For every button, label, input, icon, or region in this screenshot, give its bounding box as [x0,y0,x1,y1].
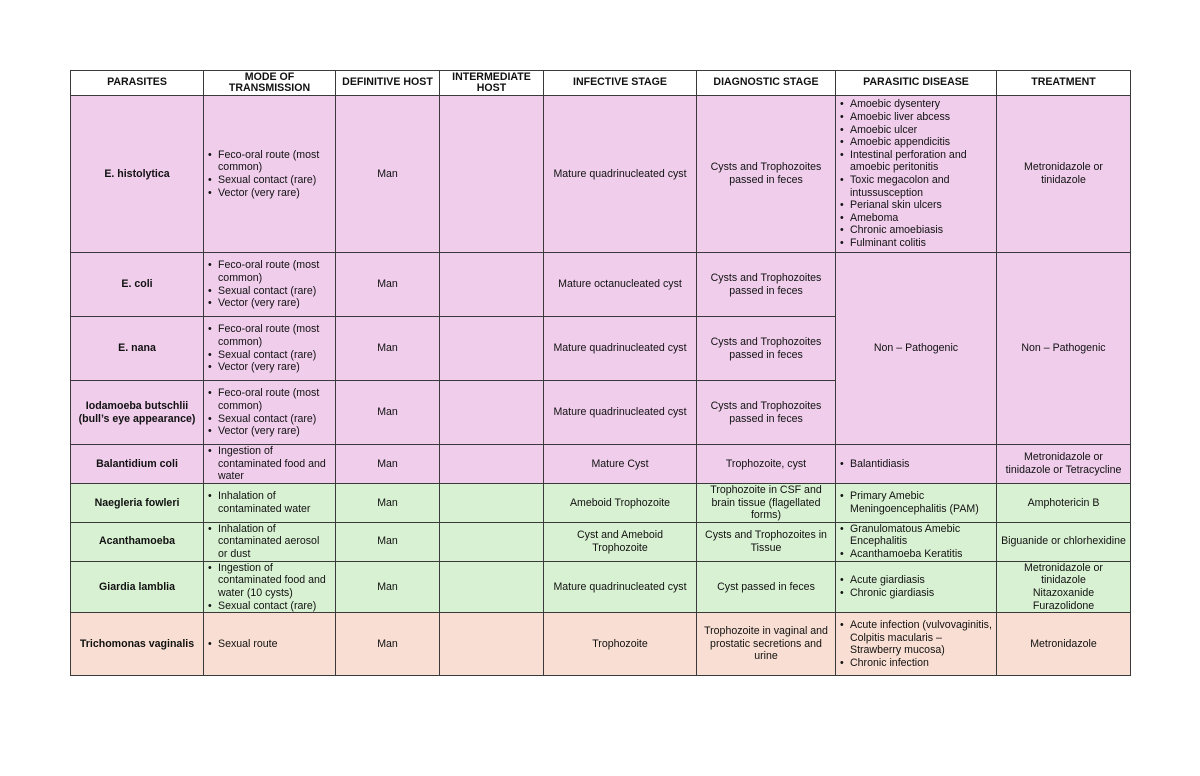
header-treatment: TREATMENT [997,71,1131,96]
disease-list [840,98,992,249]
disease-cell [836,445,997,484]
definitive-host: Man [336,613,440,676]
infective-stage: Mature Cyst [544,445,697,484]
list-item: • Sexual contact (rare) [208,285,331,298]
list-item: • Intestinal perforation and amoebic peritonitis [840,149,992,174]
list-item: • Primary Amebic Meningoencephalitis (PAM) [840,490,992,515]
parasite-name: Naegleria fowleri [71,484,204,523]
list-item: • Chronic amoebiasis [840,224,992,237]
list-item: • Acute giardiasis [840,574,992,587]
list-item: • Acute infection (vulvovaginitis, Colpitis macularis – Strawberry mucosa) [840,619,992,657]
transmission-cell [204,317,336,381]
list-item: • Sexual contact (rare) [208,174,331,187]
list-item: • Ingestion of contaminated food and water (10 cysts) [208,562,331,600]
treatment-line: Metronidazole or tinidazole [1024,561,1103,587]
table-row-balantidium-coli [71,445,1131,484]
table-row-e-histolytica [71,96,1131,253]
transmission-list [208,149,331,199]
definitive-host: Man [336,484,440,523]
intermediate-host [440,561,544,612]
diagnostic-stage: Cysts and Trophozoites in Tissue [697,522,836,561]
treatment [997,561,1131,612]
disease-cell [836,561,997,612]
table-row-naegleria-fowleri [71,484,1131,523]
list-item: • Chronic giardiasis [840,587,992,600]
intermediate-host [440,522,544,561]
transmission-cell [204,381,336,445]
transmission-cell [204,561,336,612]
treatment: Metronidazole or tinidazole [997,96,1131,253]
header-diagnostic-stage: DIAGNOSTIC STAGE [697,71,836,96]
treatment: Biguanide or chlorhexidine [997,522,1131,561]
list-item: • Feco-oral route (most common) [208,259,331,284]
list-item: • Sexual contact (rare) [208,413,331,426]
infective-stage: Mature octanucleated cyst [544,253,697,317]
definitive-host: Man [336,522,440,561]
list-item: • Inhalation of contaminated water [208,490,331,515]
transmission-cell [204,613,336,676]
disease-list [840,619,992,669]
definitive-host: Man [336,445,440,484]
list-item: • Chronic infection [840,657,992,670]
disease-cell [836,613,997,676]
diagnostic-stage: Cysts and Trophozoites passed in feces [697,253,836,317]
header-parasitic-disease: PARASITIC DISEASE [836,71,997,96]
disease-list [840,574,992,599]
disease-list [840,490,992,515]
list-item: • Vector (very rare) [208,361,331,374]
disease-list [840,458,992,471]
intermediate-host [440,253,544,317]
list-item: • Vector (very rare) [208,187,331,200]
transmission-list [208,259,331,309]
disease-cell [836,96,997,253]
definitive-host: Man [336,317,440,381]
diagnostic-stage: Cysts and Trophozoites passed in feces [697,317,836,381]
list-item: • Feco-oral route (most common) [208,387,331,412]
definitive-host: Man [336,381,440,445]
transmission-cell [204,253,336,317]
parasite-name: Giardia lamblia [71,561,204,612]
disease-list [840,523,992,561]
infective-stage: Mature quadrinucleated cyst [544,317,697,381]
parasite-table [70,70,1131,676]
non-pathogenic-treatment: Non – Pathogenic [997,253,1131,445]
list-item: • Ingestion of contaminated food and water [208,445,331,483]
treatment: Metronidazole [997,613,1131,676]
parasite-name: E. nana [71,317,204,381]
list-item: • Ameboma [840,212,992,225]
transmission-cell [204,445,336,484]
parasite-name: Balantidium coli [71,445,204,484]
table-row-giardia-lamblia [71,561,1131,612]
transmission-list [208,490,331,515]
treatment: Amphotericin B [997,484,1131,523]
intermediate-host [440,96,544,253]
diagnostic-stage: Cysts and Trophozoites passed in feces [697,96,836,253]
treatment: Metronidazole or tinidazole or Tetracycline [997,445,1131,484]
header-row [71,71,1131,96]
transmission-list [208,445,331,483]
diagnostic-stage: Cysts and Trophozoites passed in feces [697,381,836,445]
infective-stage: Ameboid Trophozoite [544,484,697,523]
list-item: • Perianal skin ulcers [840,199,992,212]
parasite-name: Trichomonas vaginalis [71,613,204,676]
list-item: • Balantidiasis [840,458,992,471]
list-item: • Toxic megacolon and intussusception [840,174,992,199]
list-item: • Inhalation of contaminated aerosol or dust [208,523,331,561]
diagnostic-stage: Trophozoite, cyst [697,445,836,484]
infective-stage: Mature quadrinucleated cyst [544,381,697,445]
list-item: • Amoebic dysentery [840,98,992,111]
intermediate-host [440,613,544,676]
infective-stage: Mature quadrinucleated cyst [544,561,697,612]
header-infective-stage: INFECTIVE STAGE [544,71,697,96]
intermediate-host [440,381,544,445]
list-item: • Feco-oral route (most common) [208,149,331,174]
transmission-list [208,562,331,612]
list-item: • Vector (very rare) [208,425,331,438]
list-item: • Vector (very rare) [208,297,331,310]
disease-cell [836,522,997,561]
definitive-host: Man [336,561,440,612]
transmission-list [208,323,331,373]
infective-stage: Trophozoite [544,613,697,676]
header-definitive-host: DEFINITIVE HOST [336,71,440,96]
transmission-list [208,523,331,561]
list-item: • Sexual route [208,638,331,651]
parasite-name: E. histolytica [71,96,204,253]
header-intermediate-host: INTERMEDIATE HOST [440,71,544,96]
intermediate-host [440,484,544,523]
definitive-host: Man [336,96,440,253]
list-item: • Acanthamoeba Keratitis [840,548,992,561]
diagnostic-stage: Cyst passed in feces [697,561,836,612]
intermediate-host [440,317,544,381]
table-row-acanthamoeba [71,522,1131,561]
transmission-cell [204,96,336,253]
list-item: • Granulomatous Amebic Encephalitis [840,523,992,548]
transmission-cell [204,484,336,523]
transmission-list [208,638,331,651]
treatment-line: Furazolidone [1032,599,1095,612]
list-item: • Sexual contact (rare) [208,600,331,613]
list-item: • Amoebic ulcer [840,124,992,137]
diagnostic-stage: Trophozoite in vaginal and prostatic secretions and urine [697,613,836,676]
parasite-name: E. coli [71,253,204,317]
list-item: • Feco-oral route (most common) [208,323,331,348]
parasite-name: Iodamoeba butschlii (bull’s eye appearance) [71,381,204,445]
header-mode-of-transmission: MODE OF TRANSMISSION [204,71,336,96]
non-pathogenic-disease: Non – Pathogenic [836,253,997,445]
infective-stage: Mature quadrinucleated cyst [544,96,697,253]
treatment-line: Nitazoxanide [1032,586,1095,599]
list-item: • Sexual contact (rare) [208,349,331,362]
list-item: • Amoebic appendicitis [840,136,992,149]
transmission-cell [204,522,336,561]
header-parasites: PARASITES [71,71,204,96]
table-row-e-coli [71,253,1131,317]
transmission-list [208,387,331,437]
definitive-host: Man [336,253,440,317]
list-item: • Fulminant colitis [840,237,992,250]
list-item: • Amoebic liver abcess [840,111,992,124]
table-row-trichomonas-vaginalis [71,613,1131,676]
diagnostic-stage: Trophozoite in CSF and brain tissue (flagellated forms) [697,484,836,523]
parasite-name: Acanthamoeba [71,522,204,561]
disease-cell [836,484,997,523]
intermediate-host [440,445,544,484]
infective-stage: Cyst and Ameboid Trophozoite [544,522,697,561]
